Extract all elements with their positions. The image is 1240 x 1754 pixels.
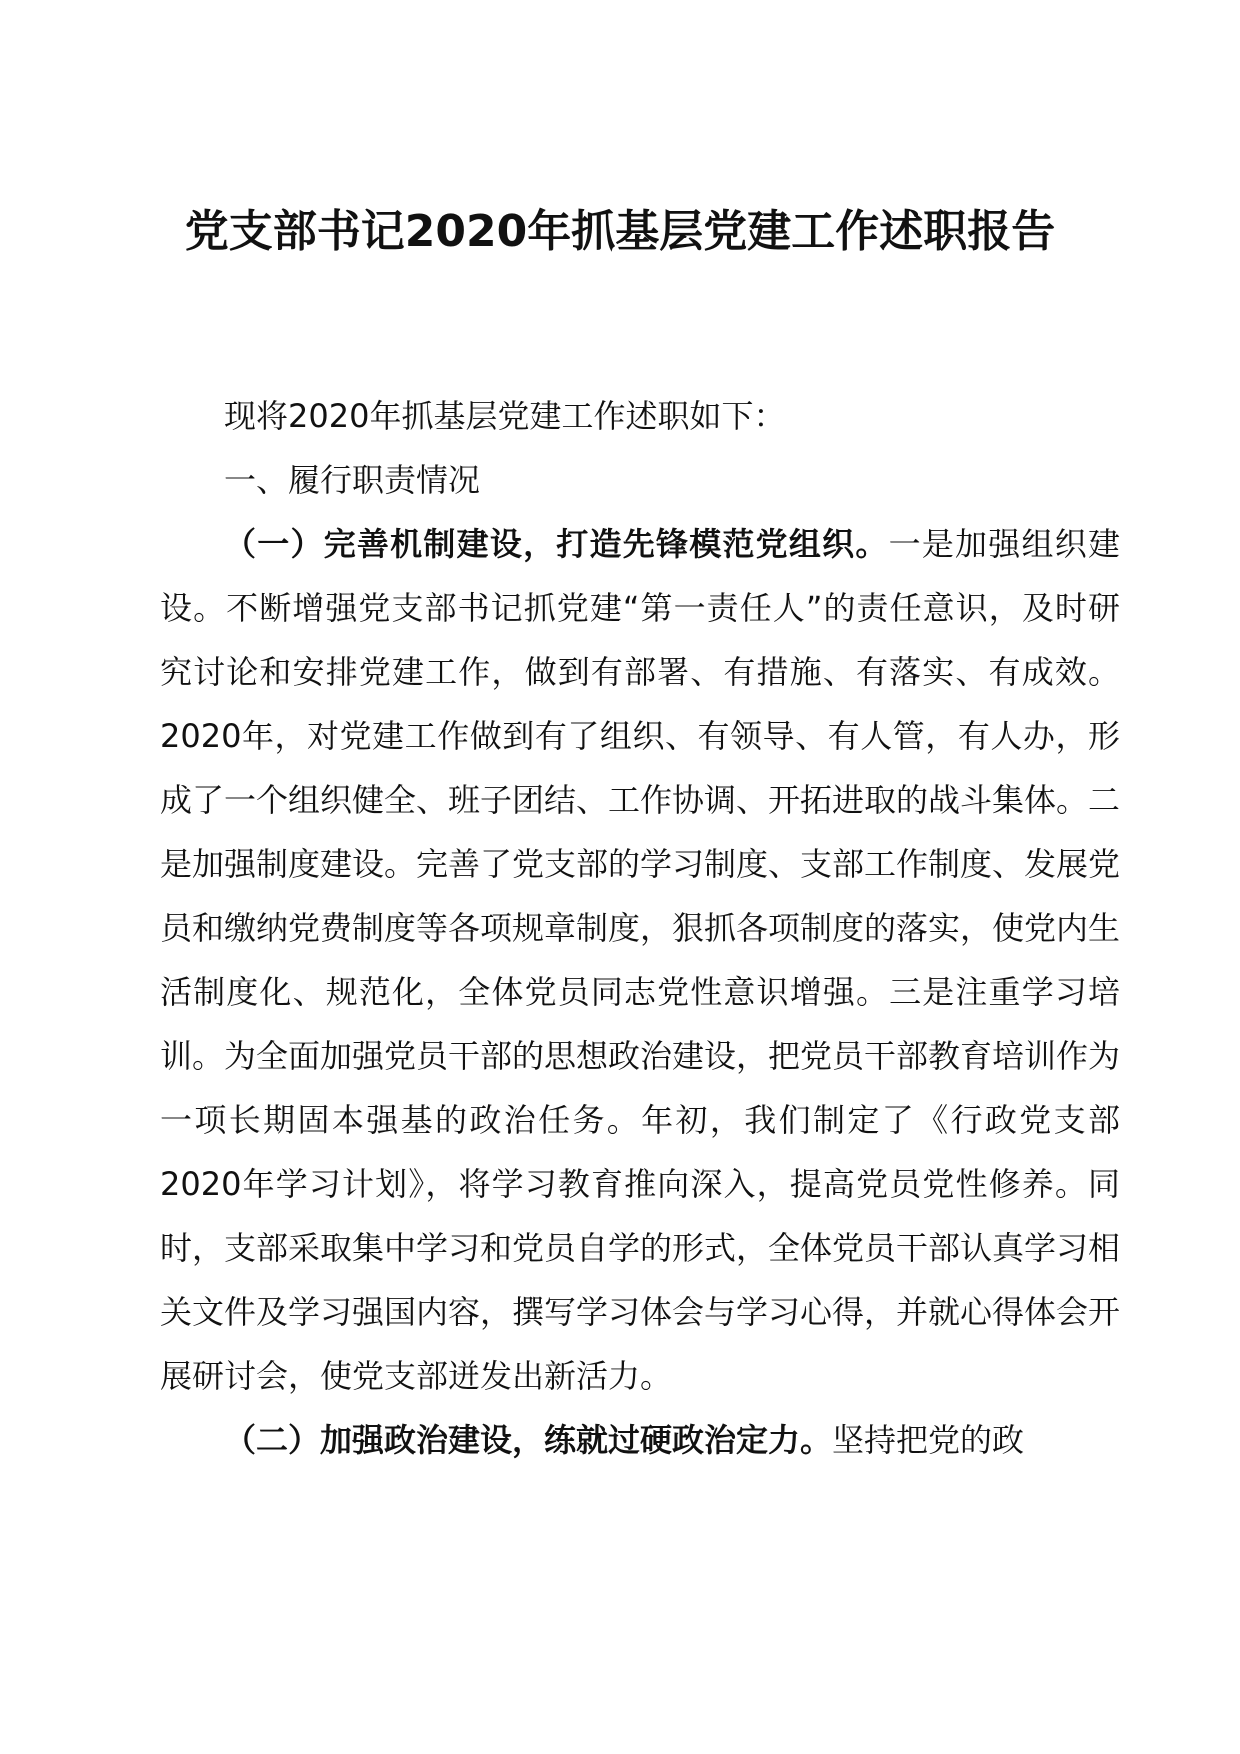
subsection-1-heading: （一）完善机制建设，打造先锋模范党组织。	[224, 525, 889, 563]
subsection-2-paragraph	[160, 1408, 1120, 1472]
subsection-2-text: 坚持把党的政	[832, 1421, 1025, 1459]
subsection-1-paragraph	[160, 512, 1120, 1408]
subsection-1-text: 一是加强组织建设。不断增强党支部书记抓党建“第一责任人”的责任意识，及时研究讨论和安排党建工作，做到有部署、有措施、有落实、有成效。2020年，对党建工作做到有了组织、有领导、有人管，有人办，形成了一个组织健全、班子团结、工作协调、开拓进取的战斗集体。二是加强制度建设。完善了党支部的学习制度、支部工作制度、发展党员和缴纳党费制度等各项规章制度，狠抓各项制度的落实，使党内生活制度化、规范化，全体党员同志党性意识增强。三是注重学习培训。为全面加强党员干部的思想政治建设，把党员干部教育培训作为一项长期固本强基的政治任务。年初，我们制定了《行政党支部2020年学习计划》，将学习教育推向深入，提高党员党性修养。同时，支部采取集中学习和党员自学的形式，全体党员干部认真学习相关文件及学习强国内容，撰写学习体会与学习心得，并就心得体会开展研讨会，使党支部迸发出新活力。	[160, 525, 1121, 1395]
document-body	[160, 384, 1120, 1472]
document-title: 党支部书记2020年抓基层党建工作述职报告	[184, 206, 1056, 257]
intro-paragraph: 现将2020年抓基层党建工作述职如下：	[224, 397, 786, 435]
subsection-2-heading: （二）加强政治建设，练就过硬政治定力。	[224, 1421, 833, 1459]
section-heading: 一、履行职责情况	[224, 461, 481, 499]
